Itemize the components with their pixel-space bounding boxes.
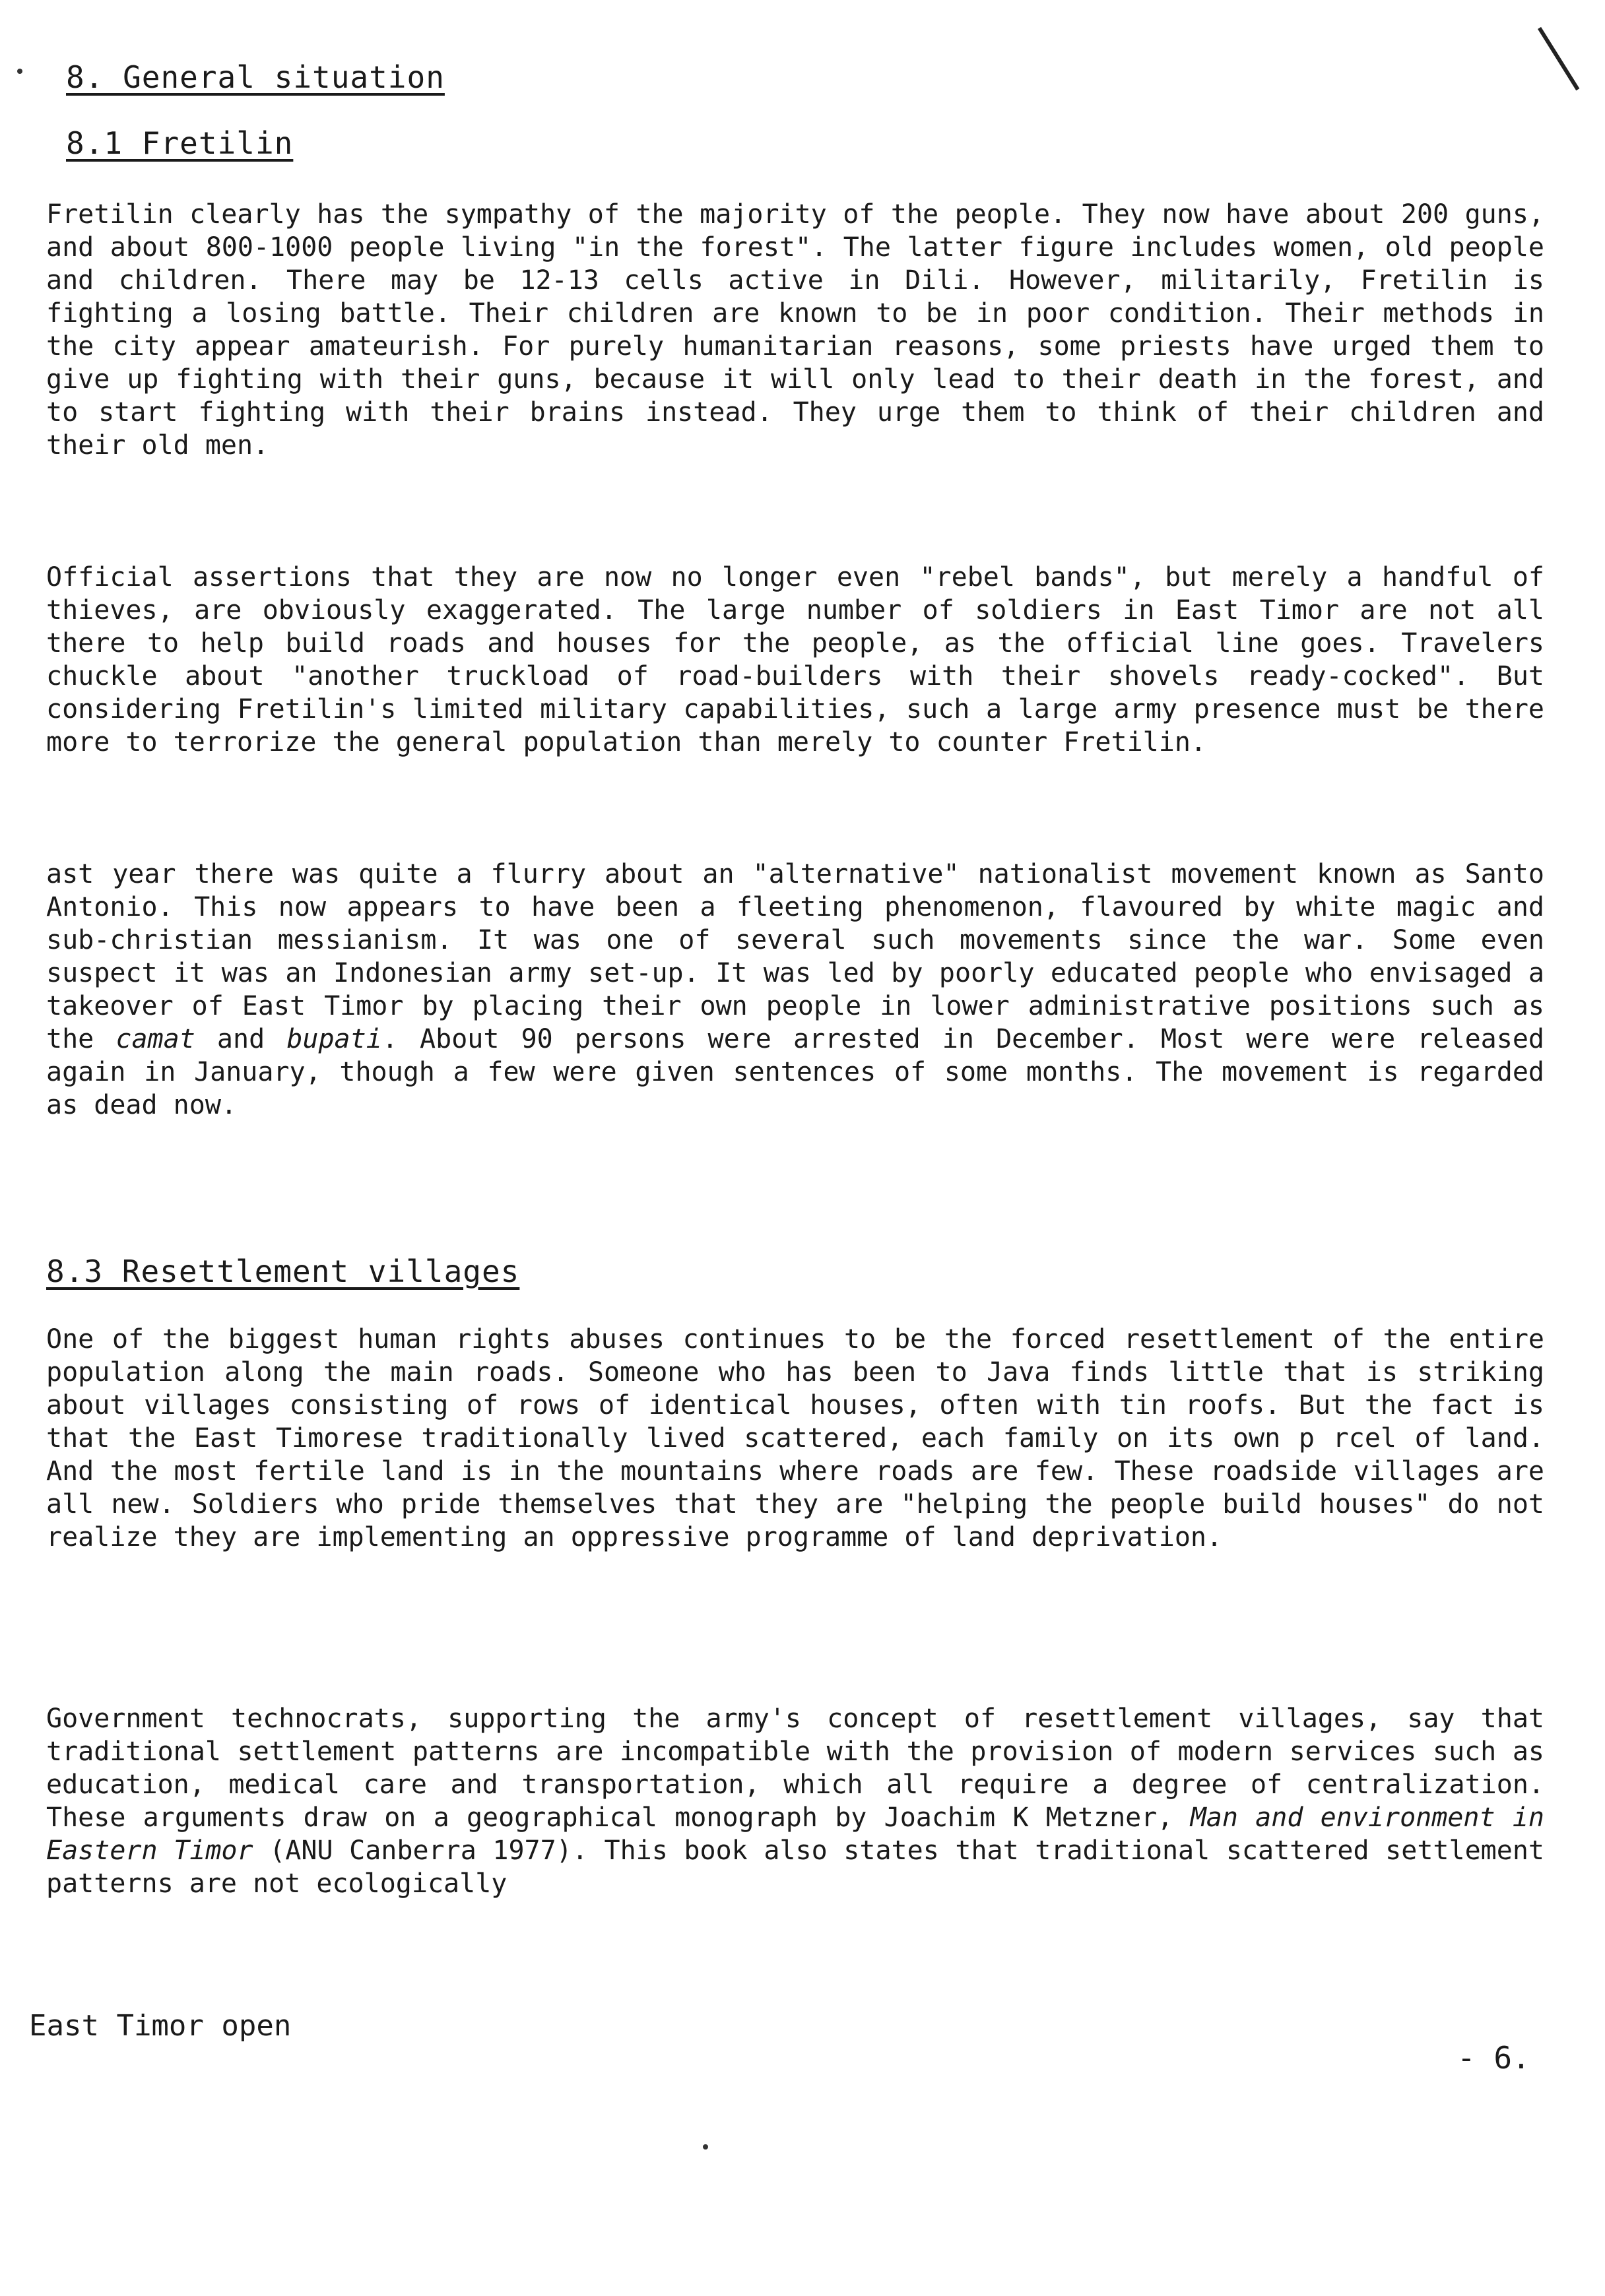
paragraph-text: Government technocrats, supporting the army's concept of resettlement villages, say that traditional settlement patterns are incompatible with the provision of modern services such as education, medical care and transportation, which all require a degree of centralization. These arguments draw on a geographical monograph by Joachim K Metzner, [46,1704,1544,1833]
section-heading-general-situation: 8. General situation [66,59,445,95]
paragraph-government-technocrats [46,1702,1544,1900]
page-number: - 6. [1457,2040,1530,2076]
paragraph-text: and [195,1024,287,1054]
paragraph-fretilin-sympathy: Fretilin clearly has the sympathy of the majority of the people. They now have about 200 guns, and about 800-1000 people living "in the forest". The latter figure includes women, old people and children. There may be 12-13 cells active in Dili. However, militarily, Fretilin is fighting a losing battle. Their children are known to be in poor condition. Their methods in the city appear amateurish. For purely humanitarian reasons, some priests have urged them to give up fighting with their guns, because it will only lead to their death in the forest, and to start fighting with their brains instead. They urge them to think of their children and their old men. [46,199,1544,461]
section-heading-resettlement-villages: 8.3 Resettlement villages [46,1254,520,1289]
paragraph-text: ast year there was quite a flurry about an "alternative" nationalist movement known as Santo Antonio. This now appears to have been a fleeting phenomenon, flavoured by white magic and sub-christian messianism. It was one of several such movements since the war. Some even suspect it was an Indonesian army set-up. It was led by poorly educated people who envisaged a takeover of East Timor by placing their own people in lower administrative positions such as the [46,859,1544,1054]
term-bupati: bupati [286,1024,382,1054]
speck-mark [17,69,22,74]
footer-publication-name: East Timor open [29,2009,292,2043]
paragraph-text: (ANU Canberra 1977). This book also states that traditional scattered settlement patterns are not ecologically [46,1835,1544,1899]
paragraph-resettlement-abuses: One of the biggest human rights abuses continues to be the forced resettlement of the entire population along the main roads. Someone who has been to Java finds little that is striking about villages consisting of rows of identical houses, often with tin roofs. But the fact is that the East Timorese traditionally lived scattered, each family on its own p rcel of land. And the most fertile land is in the mountains where roads are few. These roadside villages are all new. Soldiers who pride themselves that they are "helping the people build houses" do not realize they are implementing an oppressive programme of land deprivation. [46,1324,1544,1552]
book-title: Man and environment in Eastern Timor [46,1802,1544,1866]
paragraph-text: . About 90 persons were arrested in December. Most were were released again in January, though a few were given sentences of some months. The movement is regarded as dead now. [46,1024,1544,1120]
section-heading-fretilin: 8.1 Fretilin [66,125,294,161]
pen-stroke-mark [1538,27,1579,90]
term-camat: camat [115,1024,195,1054]
paragraph-santo-antonio [46,858,1544,1122]
paragraph-official-assertions: Official assertions that they are now no longer even "rebel bands", but merely a handful of thieves, are obviously exaggerated. The large number of soldiers in East Timor are not all there to help build roads and houses for the people, as the official line goes. Travelers chuckle about "another truckload of road-builders with their shovels ready-cocked". But considering Fretilin's limited military capabilities, such a large army presence must be there more to terrorize the general population than merely to counter Fretilin. [46,562,1544,757]
speck-mark [703,2144,708,2150]
